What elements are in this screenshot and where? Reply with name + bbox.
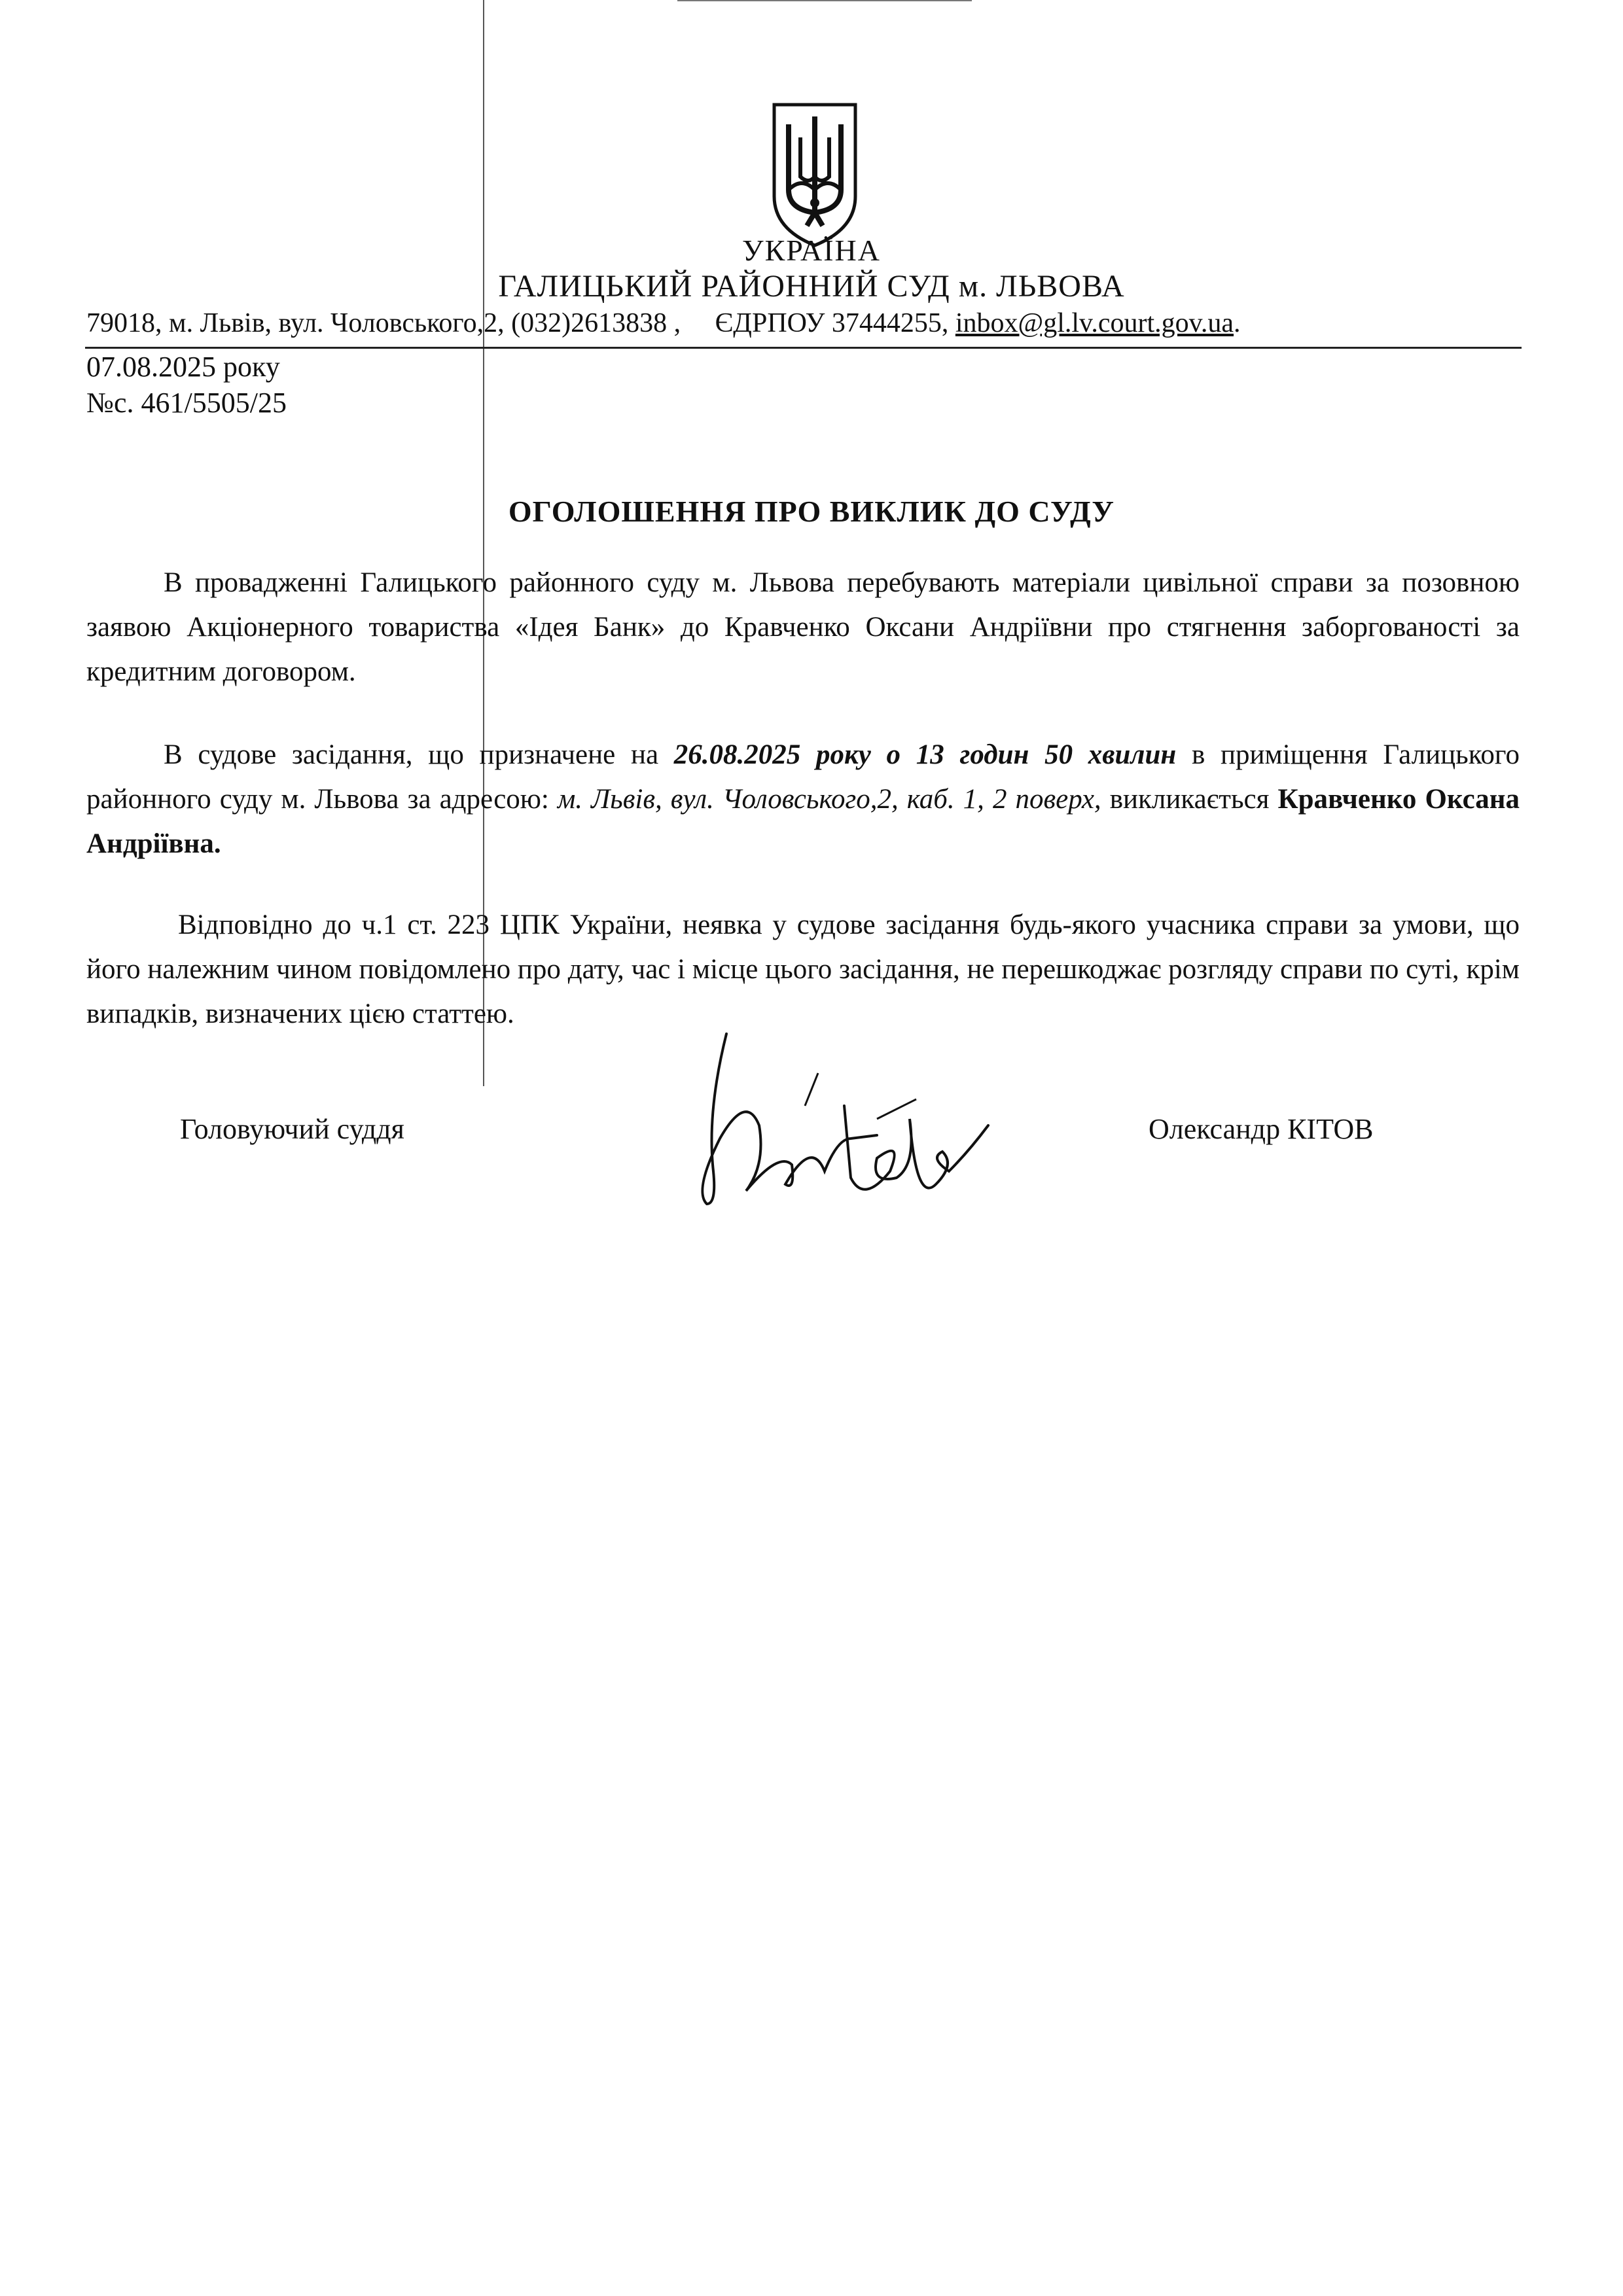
- header-divider: [85, 347, 1522, 349]
- court-email-link[interactable]: inbox@gl.lv.court.gov.ua: [955, 308, 1234, 338]
- judge-name: Олександр КІТОВ: [1149, 1113, 1374, 1145]
- case-number: №с. 461/5505/25: [86, 387, 287, 419]
- hearing-text-3: викликається: [1101, 784, 1278, 815]
- court-address: 79018, м. Львів, вул. Чоловського,2, (032)2613838 ,: [86, 308, 681, 338]
- hearing-datetime: 26.08.2025 року о 13 годин 50 хвилин: [673, 739, 1177, 770]
- paragraph-hearing: [86, 733, 1520, 866]
- hearing-text-1: В судове засідання, що призначене на: [164, 739, 674, 770]
- paragraph-case-text: В провадженні Галицького районного суду м. Львова перебувають матеріали цивільної справи за позовною заявою Акціонерного товариства «Ідея Банк» до Кравченко Оксани Андріївни про стягнення заборгованості за кредитним договором.: [86, 567, 1520, 687]
- summoned-person: Кравченко Оксана Андріївна.: [86, 784, 1520, 859]
- document-title: ОГОЛОШЕННЯ ПРО ВИКЛИК ДО СУДУ: [508, 495, 1115, 528]
- header-court-name: ГАЛИЦЬКИЙ РАЙОННИЙ СУД м. ЛЬВОВА: [498, 269, 1125, 304]
- header-country: УКРАЇНА: [742, 234, 881, 267]
- document-date: 07.08.2025 року: [86, 351, 280, 383]
- hearing-address: м. Львів, вул. Чоловського,2, каб. 1, 2 поверх,: [557, 784, 1101, 815]
- signature-role: Головуючий суддя: [180, 1113, 404, 1145]
- trident-emblem-icon: [769, 98, 861, 249]
- scan-artifact-top: [677, 0, 972, 1]
- header-contacts: 79018, м. Львів, вул. Чоловського,2, (032)2613838 , ЄДРПОУ 37444255, inbox@gl.lv.court.gov.ua.: [86, 308, 1241, 338]
- hearing-text-2: в приміщення Галицького районного суду м. Львова за адресою:: [86, 739, 1520, 815]
- paragraph-case-info: [86, 561, 1520, 694]
- legal-notice-text: Відповідно до ч.1 ст. 223 ЦПК України, неявка у судове засідання будь-якого учасника справи за умови, що його належним чином повідомлено про дату, час і місце цього засідання, не перешкоджає розгляду справи по суті, крім випадків, визначених цією статтею.: [86, 910, 1520, 1029]
- handwritten-signature-icon: [681, 1008, 1021, 1224]
- court-edrpou: ЄДРПОУ 37444255,: [715, 308, 949, 338]
